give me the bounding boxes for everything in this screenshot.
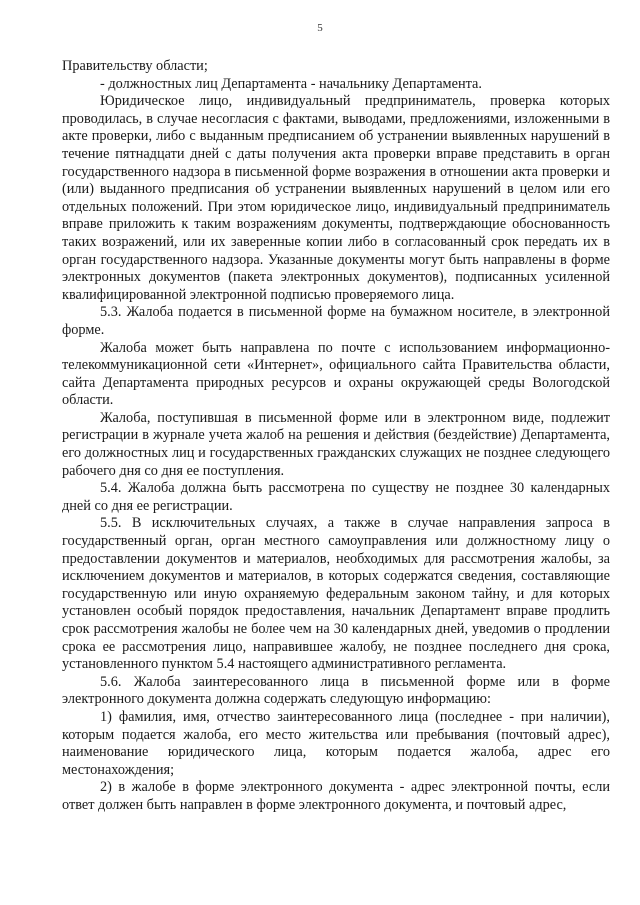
document-body [62,58,610,815]
list-item-2: 2) в жалобе в форме электронного документа - адрес электронной почты, если ответ должен быть направлен в форме электронного документа, и почтовый адрес, [62,779,610,813]
paragraph-department-officials: - должностных лиц Департамента - начальнику Департамента. [100,75,482,92]
page-number: 5 [317,22,323,34]
paragraph-registration: Жалоба, поступившая в письменной форме или в электронном виде, подлежит регистрации в журнале учета жалоб на решения и действия (бездействие) Департамента, его должностных лиц и государственных гражданских служащих не позднее следующего рабочего дня со дня ее поступления. [62,409,610,479]
paragraph-5-6: 5.6. Жалоба заинтересованного лица в письменной форме или в форме электронного документа должна содержать следующую информацию: [62,673,610,708]
paragraph-mail-internet: Жалоба может быть направлена по почте с использованием информационно-телекоммуникационной сети «Интернет», официального сайта Правительства области, сайта Департамента природных ресурсов и охраны окружающей среды Вологодской области. [62,339,610,409]
list-item-1: 1) фамилия, имя, отчество заинтересованного лица (последнее - при наличии), которым подается жалоба, его место жительства или пребывания (почтовый адрес), наименование юридического лица, которым подается жалоба, адрес его местонахождения; [62,708,610,778]
paragraph-5-4: 5.4. Жалоба должна быть рассмотрена по существу не позднее 30 календарных дней со дня ее регистрации. [62,480,610,514]
paragraph-objections: Юридическое лицо, индивидуальный предприниматель, проверка которых проводилась, в случае несогласия с фактами, выводами, предложениями, изложенными в акте проверки, либо с выданным предписанием об устранении выявленных нарушений в течение пятнадцати дней с даты получения акта проверки вправе представить в орган государственного надзора в письменной форме возражения в отношении акта проверки и (или) выданного предписания об устранении выявленных нарушений в целом или его отдельных положений. При этом юридическое лицо, индивидуальный предприниматель вправе приложить к таким возражениям документы, подтверждающие обоснованность таких возражений, или их заверенные копии либо в согласованный срок передать их в орган государственного надзора. Указанные документы могут быть направлены в форме электронных документов (пакета электронных документов), подписанных усиленной квалифицированной электронной подписью проверяемого лица. [62,93,610,303]
paragraph-government: Правительству области; [62,58,208,74]
paragraph-5-3: 5.3. Жалоба подается в письменной форме на бумажном носителе, в электронной форме. [62,304,610,338]
paragraph-5-5: 5.5. В исключительных случаях, а также в случае направления запроса в государственный орган, орган местного самоуправления или должностному лицу о предоставлении документов и материалов, необходимых для рассмотрения жалобы, за исключением документов и материалов, в которых содержатся сведения, составляющие государственную или иную охраняемую федеральным законом тайну, и для которых установлен особый порядок предоставления, начальник Департамент вправе продлить срок рассмотрения жалобы не более чем на 30 календарных дней, уведомив о продлении срока ее рассмотрения лицо, направившее жалобу, не позднее последнего дня срока, установленного пунктом 5.4 настоящего административного регламента. [62,515,610,673]
